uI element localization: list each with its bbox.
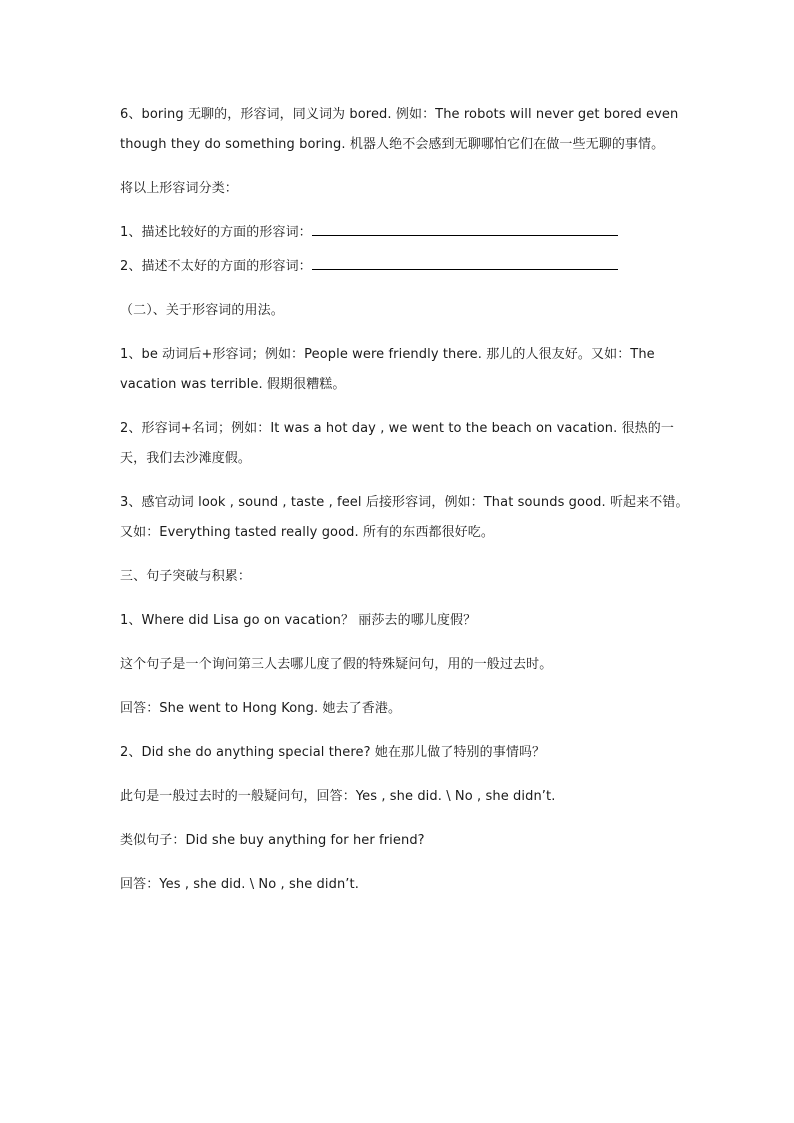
paragraph-boring-definition: [120, 100, 690, 160]
section-heading-sentences: [120, 562, 690, 592]
paragraph-sentence-1-answer: [120, 694, 690, 724]
heading-text: （二）、关于形容词的用法。: [120, 303, 284, 318]
paragraph-classify-instruction: [120, 174, 690, 204]
paragraph-text: 回答：Yes , she did. \ No , she didn’t.: [120, 877, 359, 892]
paragraph-text: 2、Did she do anything special there? 她在那儿做了特别的事情吗？: [120, 745, 546, 760]
paragraph-text: 类似句子：Did she buy anything for her friend?: [120, 833, 425, 848]
paragraph-text: 2、形容词+名词；例如：It was a hot day , we went to the beach on vacation. 很热的一天，我们去沙滩度假。: [120, 421, 674, 466]
fill-in-positive-adjectives: [120, 218, 690, 248]
paragraph-text: 1、Where did Lisa go on vacation？ 丽莎去的哪儿度假？: [120, 613, 477, 628]
paragraph-usage-sense-verbs: [120, 488, 690, 548]
paragraph-text: 这个句子是一个询问第三人去哪儿度了假的特殊疑问句，用的一般过去时。: [120, 657, 553, 672]
paragraph-sentence-1: [120, 606, 690, 636]
paragraph-usage-be-verb: [120, 340, 690, 400]
paragraph-usage-adjective-noun: [120, 414, 690, 474]
fill-in-negative-adjectives: [120, 252, 690, 282]
answer-blank-line: [312, 255, 618, 270]
paragraph-text: 此句是一般过去时的一般疑问句，回答：Yes , she did. \ No , she didn’t.: [120, 789, 556, 804]
paragraph-sentence-1-explanation: [120, 650, 690, 680]
heading-text: 三、句子突破与积累：: [120, 569, 252, 584]
paragraph-text: 回答：She went to Hong Kong. 她去了香港。: [120, 701, 402, 716]
answer-blank-line: [312, 221, 618, 236]
paragraph-text: 3、感官动词 look , sound , taste , feel 后接形容词，例如：That sounds good. 听起来不错。又如：Everything tasted really good. 所有的东西都很好吃。: [120, 495, 689, 540]
paragraph-text: 将以上形容词分类：: [120, 181, 238, 196]
document-body: [120, 100, 690, 914]
paragraph-sentence-2: [120, 738, 690, 768]
paragraph-sentence-2-explanation: [120, 782, 690, 812]
paragraph-similar-sentence: [120, 826, 690, 856]
prompt-text: 2、描述不太好的方面的形容词：: [120, 259, 312, 274]
paragraph-text: 1、be 动词后+形容词；例如：People were friendly there. 那儿的人很友好。又如：The vacation was terrible. 假期很糟糕。: [120, 347, 655, 392]
prompt-text: 1、描述比较好的方面的形容词：: [120, 225, 312, 240]
section-heading-adjective-usage: [120, 296, 690, 326]
paragraph-text: 6、boring 无聊的，形容词，同义词为 bored. 例如：The robots will never get bored even though they do something boring. 机器人绝不会感到无聊哪怕它们在做一些无聊的事情。: [120, 107, 679, 152]
paragraph-similar-sentence-answer: [120, 870, 690, 900]
